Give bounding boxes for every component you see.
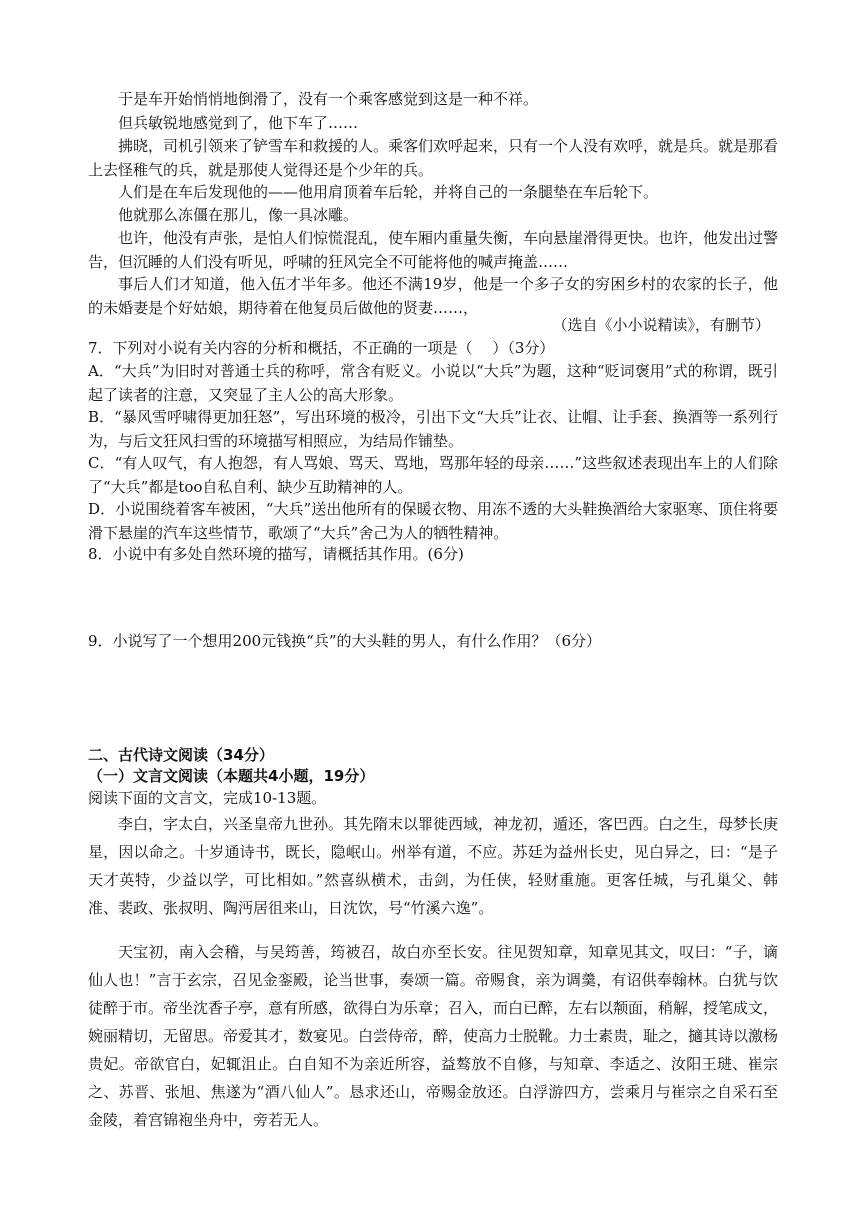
question-7: 7．下列对小说有关内容的分析和概括，不正确的一项是（ ）（3分） [88,339,555,357]
classical-paragraph-1: 李白，字太白，兴圣皇帝九世孙。其先隋末以罪徙西域，神龙初，遁还，客巴西。白之生，母梦长庚星，因以命之。十岁通诗书，既长，隐岷山。州举有道，不应。苏廷为益州长史，见白异之，曰：“是子天才英特，少益以学，可比相如。”然喜纵横术，击剑，为任侠，轻财重施。更客任城，与孔巢父、韩准、裴政、张叔明、陶沔居徂来山，日沈饮，号“竹溪六逸”。 [88,815,779,917]
section-2-title: 二、古代诗文阅读（34分） [88,746,274,764]
question-7-option-b: B．“暴风雪呼啸得更加狂怒”，写出环境的极冷，引出下文“大兵”让衣、让帽、让手套、换酒等一系列行为，与后文狂风扫雪的环境描写相照应，为结局作铺垫。 [88,408,778,450]
classical-paragraph-2: 天宝初，南入会稽，与吴筠善，筠被召，故白亦至长安。往见贺知章，知章见其文，叹曰：“子，谪仙人也！”言于玄宗，召见金銮殿，论当世事，奏颂一篇。帝赐食，亲为调羹，有诏供奉翰林。白犹与饮徒醉于市。帝坐沈香子亭，意有所感，欲得白为乐章；召入，而白已醉，左右以颒面，稍解，授笔成文，婉丽精切，无留思。帝爱其才，数宴见。白尝侍帝，醉，使高力士脱靴。力士素贵，耻之，擿其诗以激杨贵妃。帝欲官白，妃辄沮止。白自知不为亲近所容，益骜放不自修，与知章、李适之、汝阳王琎、崔宗之、苏晋、张旭、焦遂为“酒八仙人”。恳求还山，帝赐金放还。白浮游四方，尝乘月与崔宗之自采石至金陵，着宫锦袍坐舟中，旁若无人。 [88,943,779,1129]
story-paragraph-5: 他就那么冻僵在那儿，像一具冰雕。 [118,206,359,224]
question-9: 9．小说写了一个想用200元钱换“兵”的大头鞋的男人，有什么作用？（6分） [88,632,602,650]
story-paragraph-3: 拂晓，司机引领来了铲雪车和救援的人。乘客们欢呼起来，只有一个人没有欢呼，就是兵。就是那看上去怪稚气的兵，就是那使人觉得还是个少年的兵。 [88,137,779,179]
story-paragraph-7: 事后人们才知道，他入伍才半年多。他还不满19岁，他是一个多子女的穷困乡村的农家的长子，他的未婚妻是个好姑娘，期待着在他复员后做他的贤妻……， [88,275,778,317]
story-paragraph-1: 于是车开始悄悄地倒滑了，没有一个乘客感觉到这是一种不祥。 [118,90,539,108]
section-2-subtitle: （一）文言文阅读（本题共4小题，19分） [88,767,375,785]
story-source: （选自《小小说精读》，有删节） [552,316,770,334]
story-paragraph-4: 人们是在车后发现他的——他用肩顶着车后轮，并将自己的一条腿垫在车后轮下。 [118,183,659,201]
question-7-option-a: A．“大兵”为旧时对普通士兵的称呼，常含有贬义。小说以“大兵”为题，这种“贬词褒用”式的称谓，既引起了读者的注意，又突显了主人公的高大形象。 [88,362,778,404]
question-8: 8．小说中有多处自然环境的描写，请概括其作用。(6分) [88,545,464,563]
question-7-option-d: D．小说围绕着客车被困，“大兵”送出他所有的保暖衣物、用冻不透的大头鞋换酒给大家驱寒、顶住将要滑下悬崖的汽车这些情节，歌颂了“大兵”舍己为人的牺牲精神。 [88,500,778,542]
question-7-option-c: C．“有人叹气，有人抱怨，有人骂娘、骂天、骂地，骂那年轻的母亲……”这些叙述表现出车上的人们除了“大兵”都是too自私自利、缺少互助精神的人。 [88,454,778,496]
story-paragraph-2: 但兵敏锐地感觉到了，他下车了…… [118,114,359,132]
reading-instruction: 阅读下面的文言文，完成10-13题。 [88,789,327,807]
story-paragraph-6: 也许，他没有声张，是怕人们惊慌混乱，使车厢内重量失衡，车向悬崖滑得更快。也许，他发出过警告，但沉睡的人们没有听见，呼啸的狂风完全不可能将他的喊声掩盖…… [88,229,779,271]
